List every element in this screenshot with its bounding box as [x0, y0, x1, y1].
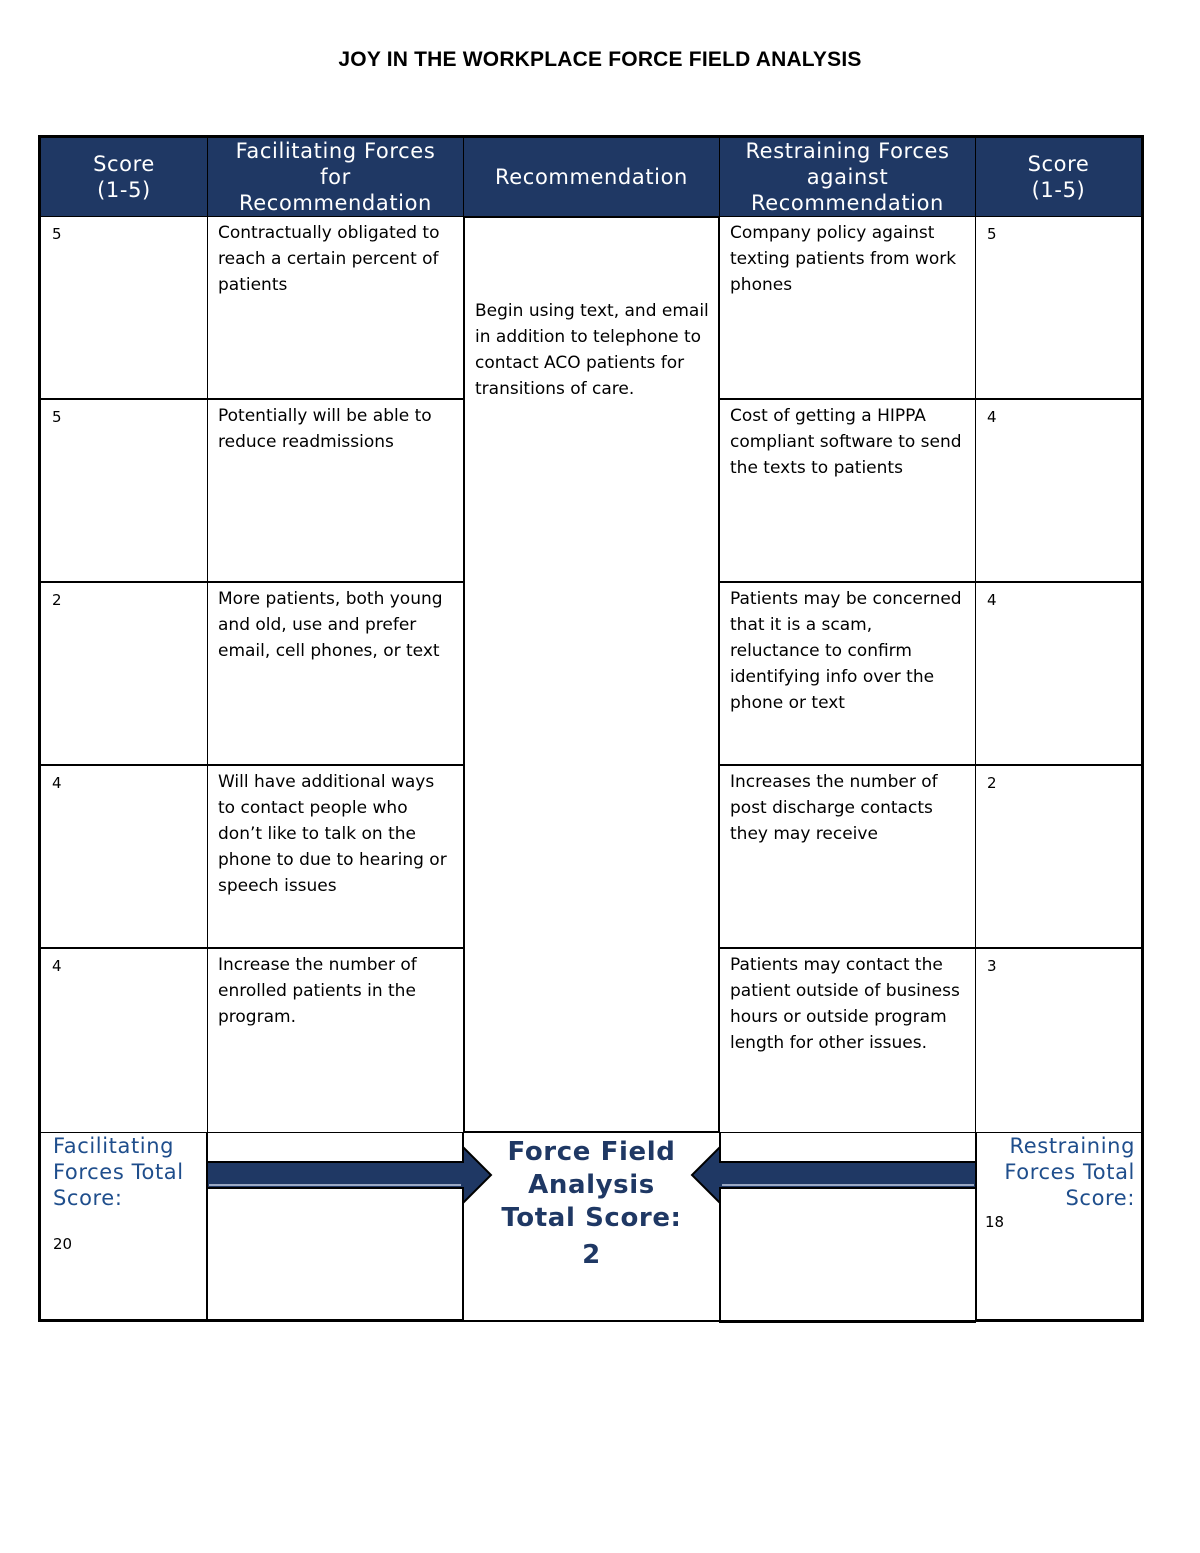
facilitating-score — [38, 765, 208, 949]
facilitating-force — [207, 399, 464, 583]
force-field-table — [38, 135, 1144, 1324]
facilitating-force-text: Increase the number of enrolled patients in the program. — [218, 955, 417, 1027]
header-score-left — [38, 135, 208, 217]
facilitating-score-value: 4 — [52, 774, 62, 792]
header-recommendation — [463, 135, 720, 217]
restraining-score-value: 3 — [987, 957, 997, 975]
page-title: JOY IN THE WORKPLACE FORCE FIELD ANALYSIS — [338, 48, 862, 71]
center-total-value: 2 — [582, 1240, 601, 1270]
right-arrow-icon — [205, 1145, 495, 1205]
facilitating-score-value: 5 — [52, 408, 62, 426]
restraining-score — [975, 216, 1144, 400]
facilitating-force — [207, 948, 464, 1133]
facilitating-force-text: Potentially will be able to reduce readmissions — [218, 406, 432, 452]
restraining-force-text: Patients may be concerned that it is a scam, reluctance to confirm identifying info over the phone or text — [730, 589, 962, 713]
facilitating-score — [38, 216, 208, 400]
restraining-score-value: 4 — [987, 408, 997, 426]
center-total-label: Force Field Analysis Total Score: — [501, 1137, 682, 1233]
restraining-total-value: 18 — [985, 1213, 1005, 1231]
restraining-score — [975, 948, 1144, 1133]
restraining-score-value: 5 — [987, 225, 997, 243]
facilitating-force-text: Contractually obligated to reach a certain percent of patients — [218, 223, 440, 295]
restraining-force-text: Increases the number of post discharge contacts they may receive — [730, 772, 938, 844]
restraining-score — [975, 399, 1144, 583]
header-restraining — [719, 135, 976, 217]
restraining-force — [719, 765, 976, 949]
facilitating-score-value: 2 — [52, 591, 62, 609]
restraining-force — [719, 216, 976, 400]
restraining-force — [719, 948, 976, 1133]
facilitating-total-cell — [38, 1132, 208, 1322]
header-score-right-label: Score (1-5) — [1027, 152, 1090, 202]
restraining-score-value: 4 — [987, 591, 997, 609]
restraining-total-cell — [975, 1132, 1144, 1322]
facilitating-force — [207, 216, 464, 400]
center-total-cell — [463, 1132, 720, 1322]
facilitating-score — [38, 582, 208, 766]
facilitating-score — [38, 399, 208, 583]
facilitating-total-value: 20 — [53, 1235, 73, 1253]
recommendation-text: Begin using text, and email in addition to telephone to contact ACO patients for transitions of care. — [475, 301, 709, 399]
restraining-total-label: Restraining Forces Total Score: — [1004, 1134, 1135, 1210]
recommendation-cell — [463, 216, 720, 1133]
header-recommendation-label: Recommendation — [495, 165, 688, 189]
restraining-score — [975, 582, 1144, 766]
restraining-force-text: Company policy against texting patients from work phones — [730, 223, 957, 295]
restraining-force — [719, 399, 976, 583]
header-facilitating-label: Facilitating Forces for Recommendation — [235, 139, 436, 215]
facilitating-score — [38, 948, 208, 1133]
facilitating-total-label: Facilitating Forces Total Score: — [53, 1134, 184, 1210]
facilitating-force-text: Will have additional ways to contact people who don’t like to talk on the phone to due to hearing or speech issues — [218, 772, 447, 896]
restraining-force — [719, 582, 976, 766]
restraining-score-value: 2 — [987, 774, 997, 792]
header-score-right — [975, 135, 1144, 217]
facilitating-force — [207, 582, 464, 766]
header-restraining-label: Restraining Forces against Recommendation — [745, 139, 950, 215]
restraining-score — [975, 765, 1144, 949]
left-arrow-icon — [688, 1145, 978, 1205]
facilitating-force — [207, 765, 464, 949]
header-score-left-label: Score (1-5) — [93, 152, 155, 202]
facilitating-force-text: More patients, both young and old, use and prefer email, cell phones, or text — [218, 589, 443, 661]
header-facilitating — [207, 135, 464, 217]
restraining-force-text: Patients may contact the patient outside of business hours or outside program length for other issues. — [730, 955, 960, 1053]
facilitating-score-value: 5 — [52, 225, 62, 243]
restraining-force-text: Cost of getting a HIPPA compliant software to send the texts to patients — [730, 406, 962, 478]
facilitating-score-value: 4 — [52, 957, 62, 975]
